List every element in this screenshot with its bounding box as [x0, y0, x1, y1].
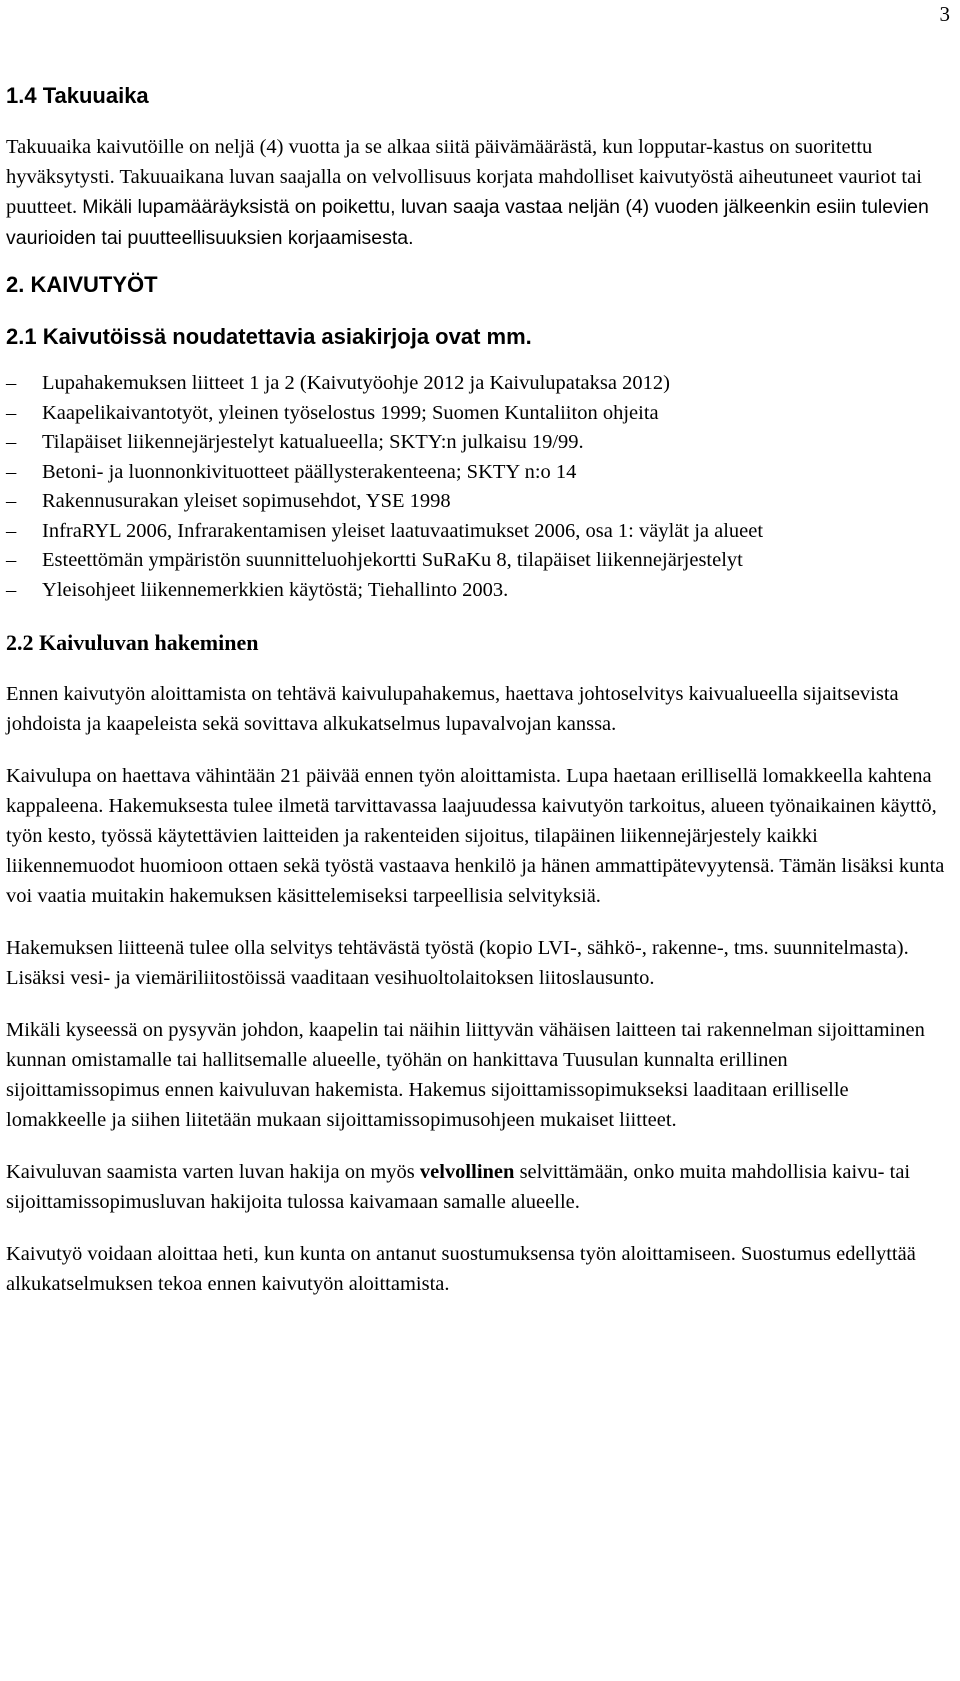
section-2-2-heading: 2.2 Kaivuluvan hakeminen [6, 630, 259, 655]
list-item [6, 458, 946, 488]
list-item-text: Kaapelikaivantotyöt, yleinen työselostus 1999; Suomen Kuntaliiton ohjeita [42, 401, 659, 424]
section-1-4-paragraph-part1: Takuuaika kaivutöille on neljä (4) vuotta ja se alkaa siitä päivämäärästä, kun lopputar-kastus on suoritettu hyväksytysti. Takuuaikana luvan saajalla on velvollisuus korjata mahdolliset kaivutyöstä aiheutuneet vauriot tai puutteet. [6, 136, 922, 218]
dash-bullet: – [6, 431, 17, 453]
list-item [6, 517, 946, 547]
list-item [6, 428, 946, 458]
list-item-text: Rakennusurakan yleiset sopimusehdot, YSE 1998 [42, 490, 451, 512]
paragraph-5-text-end: selvittämään, onko muita mahdollisia kaivu- tai sijoittamissopimusluvan hakijoita tulossa kaivamaan samalle alueelle. [6, 1161, 911, 1213]
paragraph-5-text-start: Kaivuluvan saamista varten luvan hakija on myös [6, 1161, 415, 1183]
list-item-text: Yleisohjeet liikennemerkkien käytöstä; Tiehallinto 2003. [42, 578, 509, 601]
list-item [6, 399, 946, 429]
section-2-1-heading: 2.1 Kaivutöissä noudatettavia asiakirjoja ovat mm. [6, 324, 532, 349]
list-item [6, 546, 946, 576]
emphasized-word: velvollinen [419, 1161, 515, 1183]
dash-bullet: – [6, 490, 17, 512]
list-item [6, 576, 946, 606]
dash-bullet: – [6, 460, 17, 483]
dash-bullet: – [6, 372, 17, 394]
list-item-text: InfraRYL 2006, Infrarakentamisen yleiset laatuvaatimukset 2006, osa 1: väylät ja alueet [42, 519, 764, 542]
dash-bullet: – [6, 519, 17, 542]
section-2-heading: 2. KAIVUTYÖT [6, 272, 158, 297]
list-item-text: Esteettömän ympäristön suunnitteluohjekortti SuRaKu 8, tilapäiset liikennejärjestelyt [42, 549, 743, 571]
section-2-2-paragraph-1: Ennen kaivutyön aloittamista on tehtävä kaivulupahakemus, haettava johtoselvitys kaivualueella sijaitsevista johdoista ja kaapeleista sekä sovittava alkukatselmus lupavalvojan kanssa. [6, 683, 899, 735]
list-item [6, 487, 946, 517]
section-1-4-heading: 1.4 Takuuaika [6, 83, 149, 108]
document-body [6, 82, 946, 1299]
list-item-text: Betoni- ja luonnonkivituotteet päällysterakenteena; SKTY n:o 14 [42, 460, 577, 483]
section-2-2-paragraph-4: Mikäli kyseessä on pysyvän johdon, kaapelin tai näihin liittyvän vähäisen laitteen tai rakennelman sijoittaminen kunnan omistamalle tai hallitsemalle alueelle, työhän on hankittava Tuusulan kunnalta erillinen sijoittamissopimus ennen kaivuluvan hakemista. Hakemus sijoittamissopimukseksi laaditaan erilliselle lomakkeelle ja siihen liitetään mukaan sijoittamissopimusohjeen mukaiset liitteet. [6, 1019, 925, 1131]
section-2-2-paragraph-5 [6, 1157, 946, 1217]
section-2-2-paragraph-6: Kaivutyö voidaan aloittaa heti, kun kunta on antanut suostumuksensa työn aloittamiseen. Suostumus edellyttää alkukatselmuksen tekoa ennen kaivutyön aloittamista. [6, 1243, 916, 1295]
dash-bullet: – [6, 578, 17, 601]
dash-bullet: – [6, 401, 17, 424]
page-number: 3 [939, 2, 950, 26]
list-item-text: Tilapäiset liikennejärjestelyt katualueella; SKTY:n julkaisu 19/99. [42, 431, 584, 453]
dash-bullet: – [6, 549, 17, 571]
section-2-2-paragraph-3: Hakemuksen liitteenä tulee olla selvitys tehtävästä työstä (kopio LVI-, sähkö-, rakenne-, tms. suunnitelmasta). Lisäksi vesi- ja viemäriliitostöissä vaaditaan vesihuoltolaitoksen liitoslausunto. [6, 937, 909, 989]
section-2-2-paragraph-2: Kaivulupa on haettava vähintään 21 päivää ennen työn aloittamista. Lupa haetaan erillisellä lomakkeella kahtena kappaleena. Hakemuksesta tulee ilmetä tarvittavassa laajuudessa kaivutyön tarkoitus, alueen työnaikainen käyttö, työn kesto, työssä käytettävien laitteiden ja rakenteiden sijoitus, tilapäinen liikennejärjestely kaikki liikennemuodot huomioon ottaen sekä työstä vastaava henkilö ja hänen ammattipätevyytensä. Tämän lisäksi kunta voi vaatia muitakin hakemuksen käsittelemiseksi tarpeellisia selvityksiä. [6, 765, 945, 907]
list-item [6, 369, 946, 399]
reference-documents-list [6, 369, 946, 605]
list-item-text: Lupahakemuksen liitteet 1 ja 2 (Kaivutyöohje 2012 ja Kaivulupataksa 2012) [42, 372, 670, 394]
section-1-4-paragraph [6, 132, 946, 253]
section-1-4-paragraph-part2: Mikäli lupamääräyksistä on poikettu, luvan saaja vastaa neljän (4) vuoden jälkeenkin esiin tulevien vaurioiden tai puutteellisuuksien korjaamisesta. [6, 196, 929, 249]
